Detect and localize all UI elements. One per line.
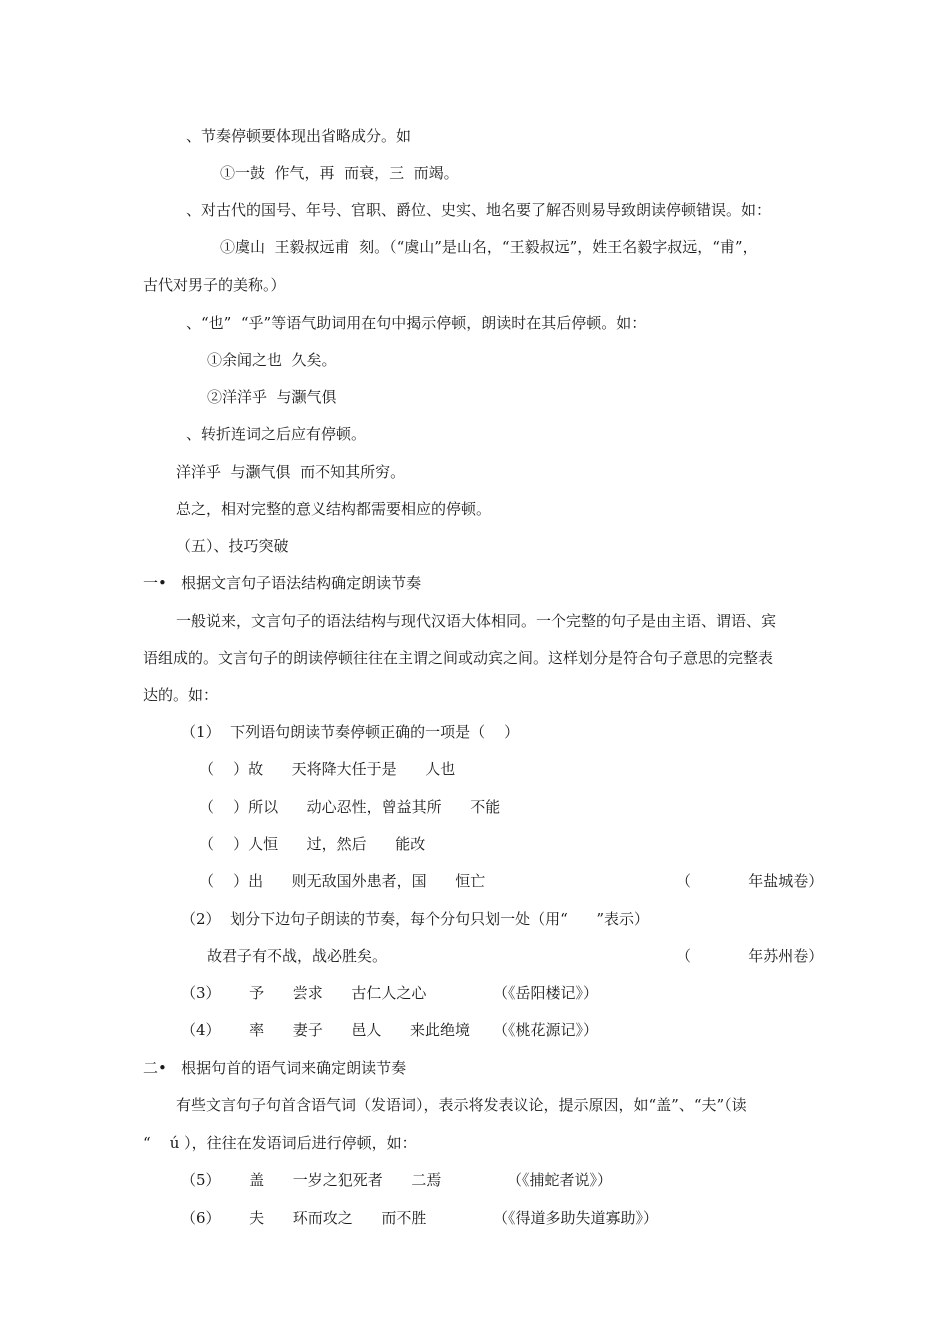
text-line: 、“也” “乎”等语气助词用在句中揭示停顿，朗读时在其后停顿。如：	[186, 314, 647, 332]
option-line: （ ）故 天将降大任于是 人也	[199, 760, 456, 778]
section-heading: 一• 根据文言句子语法结构确定朗读节奏	[143, 574, 422, 592]
text-line: 、节奏停顿要体现出省略成分。如	[186, 127, 412, 145]
text-line: 洋洋乎 与灏气俱 而不知其所穷。	[176, 463, 406, 481]
text-line: 、对古代的国号、年号、官职、爵位、史实、地名要了解否则易导致朗读停顿错误。如：	[186, 201, 772, 219]
text-line: 故君子有不战，战必胜矣。	[207, 947, 388, 965]
question-line: （3） 予 尝求 古仁人之心	[181, 984, 427, 1002]
text-line: ①一鼓 作气，再 而衰，三 而竭。	[220, 164, 459, 182]
option-line: （ ）出 则无敌国外患者，国 恒亡	[199, 872, 486, 890]
source-note: （《岳阳楼记》）	[493, 984, 599, 1002]
text-line: 古代对男子的美称。）	[143, 276, 286, 294]
source-note: （《捕蛇者说》）	[507, 1171, 613, 1189]
text-line: 达的。如：	[143, 686, 219, 704]
section-heading: 二• 根据句首的语气词来确定朗读节奏	[143, 1059, 407, 1077]
question-line: （4） 率 妻子 邑人 来此绝境	[181, 1021, 470, 1039]
text-line: 、转折连词之后应有停顿。	[186, 425, 367, 443]
option-line: （ ）人恒 过，然后 能改	[199, 835, 426, 853]
source-note: （ 年盐城卷）	[676, 872, 824, 890]
question-line: （2） 划分下边句子朗读的节奏，每个分句只划一处（用“ ”表示）	[181, 910, 650, 928]
text-line: ①余闻之也 久矣。	[207, 351, 337, 369]
option-line: （ ）所以 动心忍性，曾益其所 不能	[199, 798, 501, 816]
section-heading: （五）、技巧突破	[176, 537, 289, 555]
question-line: （6） 夫 环而攻之 而不胜	[181, 1209, 427, 1227]
text-line: ①虞山 王毅叔远甫 刻。（“虞山”是山名，“王毅叔远”，姓王名毅字叔远，“甫”，	[220, 238, 758, 256]
text-line: 有些文言句子句首含语气词（发语词），表示将发表议论，提示原因，如“盖”、“夫”（读	[176, 1096, 747, 1114]
text-line: ②洋洋乎 与灏气俱	[207, 388, 337, 406]
source-note: （《得道多助失道寡助》）	[493, 1209, 659, 1227]
text-line: 一般说来，文言句子的语法结构与现代汉语大体相同。一个完整的句子是由主语、谓语、宾	[176, 612, 777, 630]
source-note: （ 年苏州卷）	[676, 947, 824, 965]
text-line: 语组成的。文言句子的朗读停顿往往在主谓之间或动宾之间。这样划分是符合句子意思的完整表	[143, 649, 774, 667]
question-line: （1） 下列语句朗读节奏停顿正确的一项是（ ）	[181, 723, 520, 741]
text-line: “ ú ），往往在发语词后进行停顿，如：	[143, 1134, 417, 1152]
source-note: （《桃花源记》）	[493, 1021, 599, 1039]
question-line: （5） 盖 一岁之犯死者 二焉	[181, 1171, 442, 1189]
text-line: 总之，相对完整的意义结构都需要相应的停顿。	[176, 500, 492, 518]
